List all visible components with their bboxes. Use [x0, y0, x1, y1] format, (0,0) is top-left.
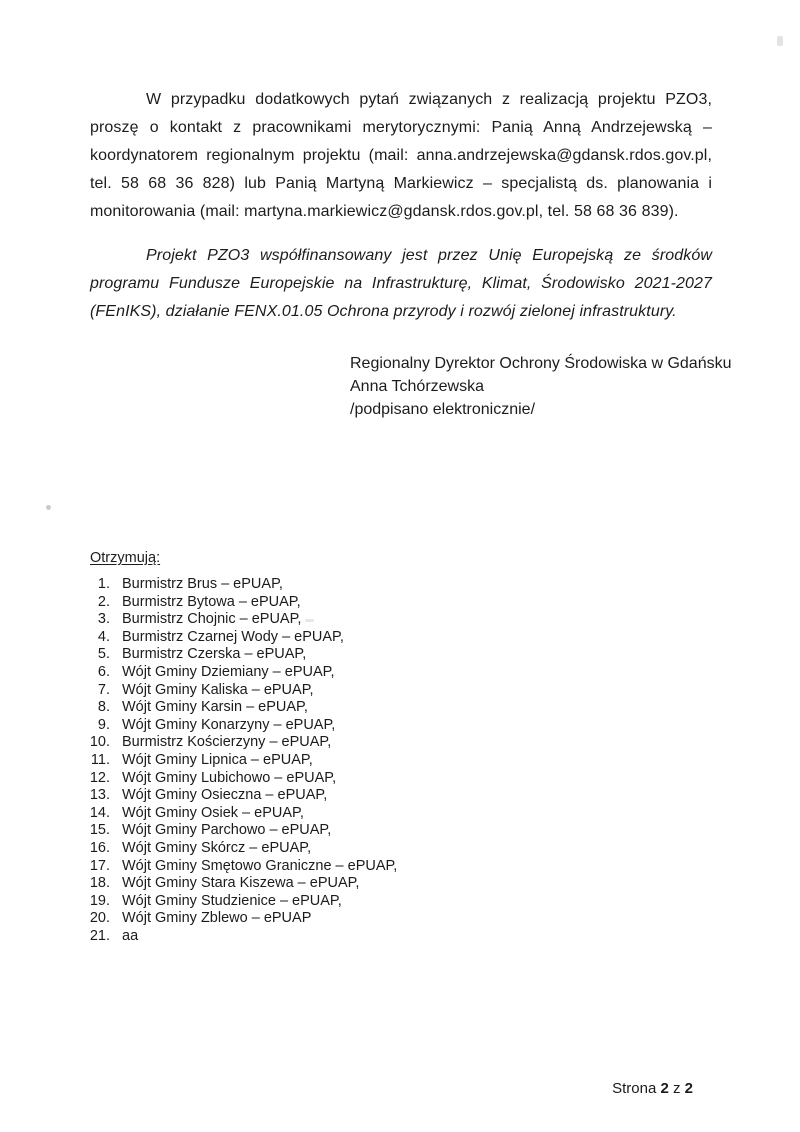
list-item-text: Burmistrz Czarnej Wody – ePUAP,: [122, 628, 344, 645]
list-item: [84, 576, 397, 594]
list-item-text: Wójt Gminy Lubichowo – ePUAP,: [122, 769, 337, 786]
list-item: [84, 910, 397, 928]
list-item-number: 17.: [89, 857, 110, 874]
list-item-number: 13.: [89, 787, 110, 804]
list-item: [84, 646, 397, 664]
footer-page-total: 2: [684, 1080, 693, 1097]
list-item-text: Wójt Gminy Parchowo – ePUAP,: [122, 822, 332, 839]
list-item: [84, 770, 397, 788]
recipients-heading: Otrzymują:: [90, 550, 161, 566]
list-item-number: 14.: [89, 804, 110, 821]
funding-paragraph: Projekt PZO3 współfinansowany jest przez Unię Europejską ze środków programu Fundusze Europejskie na Infrastrukturę, Klimat, Środowisko 2021-2027 (FEnIKS), działanie FENX.01.05 Ochrona przyrody i rozwój zielonej infrastruktury.: [90, 247, 712, 320]
scan-artifact: [305, 619, 314, 622]
list-item-text: Wójt Gminy Konarzyny – ePUAP,: [122, 716, 336, 733]
list-item-text: Wójt Gminy Lipnica – ePUAP,: [122, 751, 313, 768]
list-item-text: Burmistrz Bytowa – ePUAP,: [122, 593, 301, 610]
signature-note: /podpisano elektronicznie/: [350, 401, 536, 418]
list-item: [84, 752, 397, 770]
list-item-number: 18.: [89, 875, 110, 892]
list-item-number: 5.: [97, 646, 110, 663]
list-item-number: 4.: [97, 628, 110, 645]
scan-artifact: [46, 505, 51, 510]
list-item-text: Wójt Gminy Skórcz – ePUAP,: [122, 839, 312, 856]
list-item-text: Wójt Gminy Kaliska – ePUAP,: [122, 681, 314, 698]
contact-paragraph: W przypadku dodatkowych pytań związanych z realizacją projektu PZO3, proszę o kontakt z pracownikami merytorycznymi: Panią Anną Andrzejewską – koordynatorem regionalnym projektu (mail: anna.andrzejewska@gdansk.rdos.gov.pl, tel. 58 68 36 828) lub Panią Martyną Markiewicz – specjalistą ds. planowania i monitorowania (mail: martyna.markiewicz@gdansk.rdos.gov.pl, tel. 58 68 36 839).: [90, 91, 712, 220]
signature-title: Regionalny Dyrektor Ochrony Środowiska w Gdańsku: [350, 355, 732, 372]
list-item-number: 6.: [97, 663, 110, 680]
footer-label: Strona: [612, 1080, 657, 1097]
list-item-text: Wójt Gminy Dziemiany – ePUAP,: [122, 663, 335, 680]
list-item-number: 7.: [97, 681, 110, 698]
list-item-text: Burmistrz Czerska – ePUAP,: [122, 646, 307, 663]
list-item: [84, 664, 397, 682]
list-item-text: Wójt Gminy Osiek – ePUAP,: [122, 804, 304, 821]
list-item-text: Burmistrz Chojnic – ePUAP,: [122, 611, 302, 628]
list-item-text: Wójt Gminy Osieczna – ePUAP,: [122, 787, 328, 804]
list-item: [84, 611, 397, 629]
list-item-number: 12.: [89, 769, 110, 786]
list-item-number: 10.: [89, 734, 110, 751]
list-item-text: Wójt Gminy Smętowo Graniczne – ePUAP,: [122, 857, 398, 874]
recipients-list: [84, 576, 397, 945]
list-item: [84, 699, 397, 717]
list-item-number: 8.: [97, 699, 110, 716]
list-item: [84, 594, 397, 612]
list-item-text: Wójt Gminy Studzienice – ePUAP,: [122, 892, 342, 909]
list-item: [84, 734, 397, 752]
list-item: [84, 787, 397, 805]
scan-artifact: [777, 36, 783, 46]
list-item-text: aa: [122, 927, 139, 944]
list-item: [84, 682, 397, 700]
list-item: [84, 717, 397, 735]
footer-page-number: 2: [660, 1080, 669, 1097]
list-item: [84, 840, 397, 858]
list-item-number: 21.: [89, 927, 110, 944]
list-item-number: 19.: [89, 892, 110, 909]
signature-name: Anna Tchórzewska: [350, 378, 484, 395]
list-item-number: 3.: [97, 611, 110, 628]
list-item-text: Burmistrz Brus – ePUAP,: [122, 576, 283, 592]
list-item: [84, 928, 397, 946]
list-item-number: 15.: [89, 822, 110, 839]
list-item: [84, 858, 397, 876]
list-item-text: Wójt Gminy Karsin – ePUAP,: [122, 699, 308, 716]
list-item: [84, 875, 397, 893]
list-item: [84, 629, 397, 647]
list-item: [84, 893, 397, 911]
list-item-number: 20.: [89, 910, 110, 927]
list-item-number: 16.: [89, 839, 110, 856]
list-item-number: 1.: [97, 576, 110, 592]
list-item-number: 2.: [97, 593, 110, 610]
signature-block: [350, 352, 732, 421]
list-item: [84, 822, 397, 840]
page-footer: [612, 1080, 693, 1097]
list-item-text: Wójt Gminy Zblewo – ePUAP: [122, 910, 312, 927]
list-item-number: 9.: [97, 716, 110, 733]
list-item-text: Burmistrz Kościerzyny – ePUAP,: [122, 734, 332, 751]
list-item: [84, 805, 397, 823]
list-item-number: 11.: [90, 751, 110, 768]
footer-separator: z: [672, 1080, 681, 1097]
list-item-text: Wójt Gminy Stara Kiszewa – ePUAP,: [122, 875, 360, 892]
